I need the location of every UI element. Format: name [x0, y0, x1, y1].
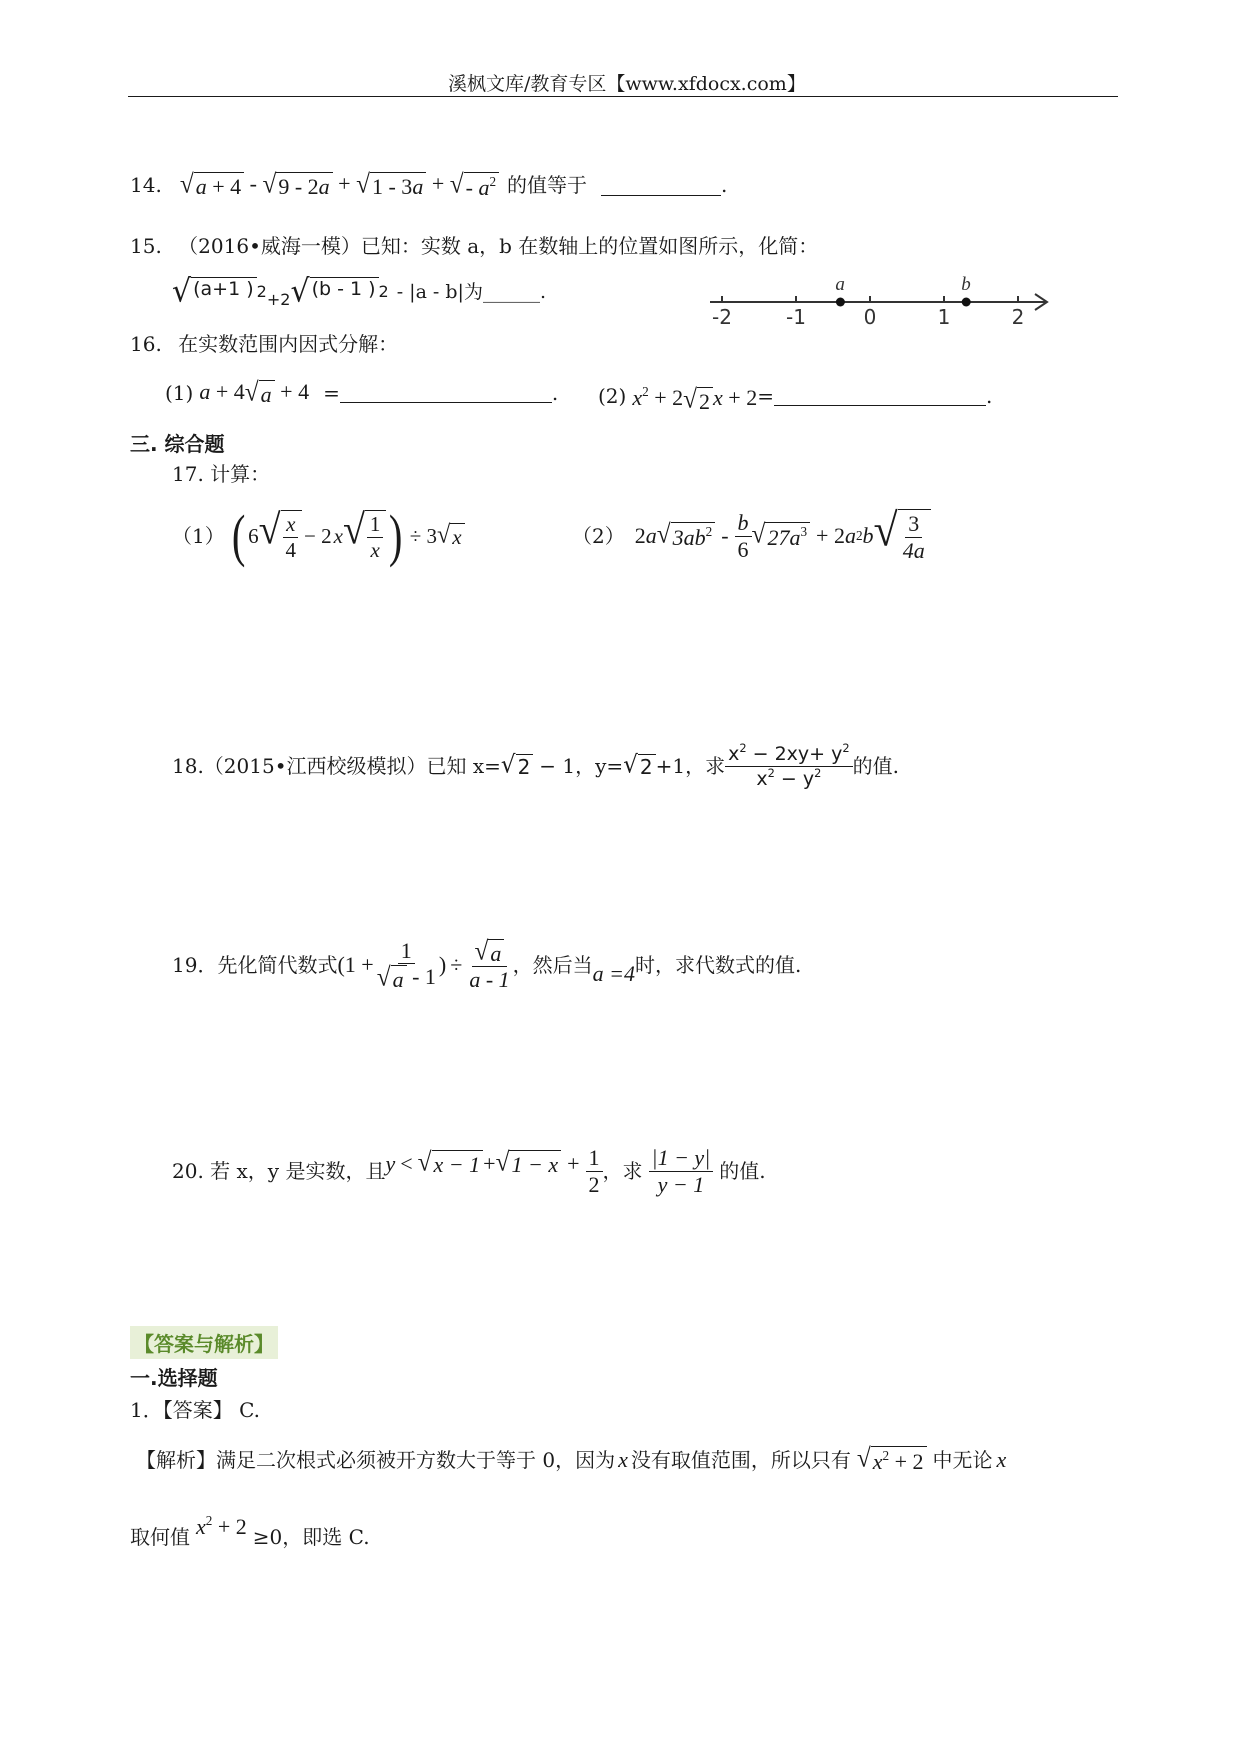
- number-line: [700, 272, 1060, 330]
- number-line-point-a-label: a: [835, 274, 845, 295]
- q14-suffix: 的值等于: [507, 173, 588, 198]
- number-line-point-b-label: b: [961, 274, 971, 295]
- number-line-point-a: [836, 298, 845, 307]
- number-line-label: 2: [1011, 305, 1025, 329]
- q14-expression: √ a + 4 - √ 9 - 2a + √ 1 - 3a + √ - $a^2$: [180, 170, 499, 200]
- q14-answer-blank[interactable]: [601, 175, 721, 196]
- q16-part-2-blank[interactable]: [774, 385, 986, 406]
- q17-part-1: （1） ( 6 √ $\frac{x}{4}$ − 2 x √ $\frac{1}{x}$ ) ÷ 3 √ x: [172, 500, 465, 572]
- number-line-label: -2: [712, 305, 732, 329]
- page-header: 溪枫文库/教育专区【www.xfdocx.com】: [448, 73, 806, 95]
- answer-1: 1．【答案】 C.: [130, 1398, 261, 1422]
- q15-text: （2016•威海一模）已知：实数 a，b 在数轴上的位置如图所示，化简：: [178, 234, 819, 258]
- header-rule: [128, 96, 1118, 97]
- question-18: 18.（2015•江西校级模拟）已知 x= √ 2 − 1，y= √ 2 +1，求 $\frac{x^2 - 2xy+ y^2}{x^2 - y^2}$ 的值.: [172, 740, 899, 790]
- q14-number: 14.: [130, 173, 162, 198]
- answers-section-1: 一.选择题: [130, 1366, 218, 1390]
- answer-1-explanation: 【解析】满足二次根式必须被开方数大于等于 0，因为 x 没有取值范围，所以只有 √ $x^2 + 2$ 中无论 x: [136, 1442, 1007, 1474]
- question-15: [130, 232, 818, 260]
- q16-number: 16.: [130, 332, 162, 356]
- number-line-point-b: [962, 298, 971, 307]
- number-line-label: 0: [863, 305, 877, 329]
- answers-title: 【答案与解析】: [130, 1326, 278, 1359]
- q16-part-1: (1) a + 4 √ a + 4 = .: [165, 377, 559, 408]
- section-3-title: 三. 综合题: [130, 432, 225, 456]
- q17-part-2: （2） 2 a √ $3ab^2$ - $\frac{b}{6}$ √ $27a^3$ + 2 a 2 b √ $\frac{3}{4a}$: [572, 500, 931, 572]
- question-19: 19．先化简代数式 (1 + 1 √ a - 1 ) ÷ √ a a - 1 ，然后当 a =4 时，求代数式的值.: [172, 936, 802, 993]
- q16-text: 在实数范围内因式分解：: [178, 332, 399, 356]
- question-17-label: 17. 计算：: [172, 462, 271, 486]
- q15-expression: √ (a+1 ) 2 +2 √ (b - 1 ) 2 - |a - b|为______.: [172, 273, 546, 310]
- question-16: [130, 330, 398, 358]
- answer-1-explanation-line-2: 取何值 $x^2 + 2$ ≥0，即选 C.: [130, 1512, 370, 1549]
- number-line-label: 1: [937, 305, 951, 329]
- question-14: 14. √ a + 4 - √ 9 - 2a + √ 1 - 3a + √ - $a^2$ 的值等于 .: [130, 168, 728, 200]
- question-20: 20. 若 x，y 是实数，且 y < √ x − 1 + √ 1 − x + $\frac{1}{2}$ ，求 $\frac{|1 - y|}{y - 1}$ 的值.: [172, 1145, 766, 1197]
- number-line-label: -1: [786, 305, 806, 329]
- q15-number: 15.: [130, 234, 162, 258]
- q16-part-2: (2) $x^2 + 2$ √ 2 x + 2 = .: [598, 383, 993, 414]
- q16-part-1-blank[interactable]: [340, 382, 552, 403]
